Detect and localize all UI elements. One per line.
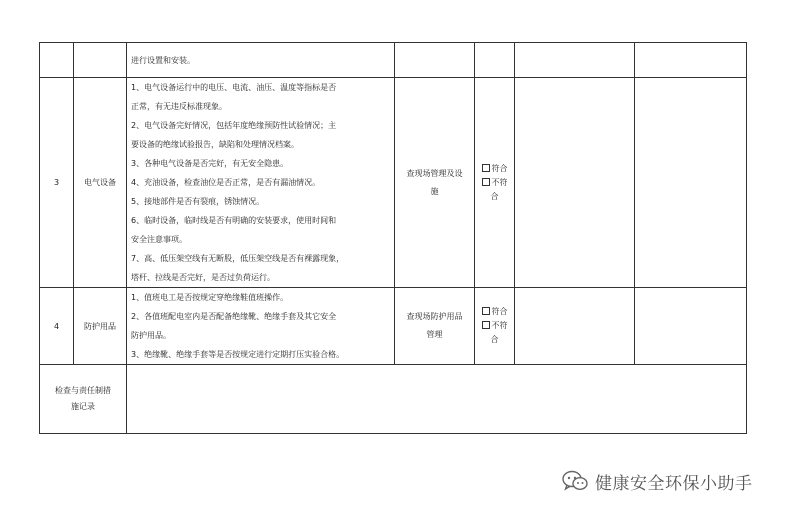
content-line: 3、绝缘靴、绝缘手套等是否按规定进行定期打压实验合格。 xyxy=(131,350,345,359)
basis-line: 施 xyxy=(430,186,439,196)
content-line: 防护用品。 xyxy=(131,331,171,340)
check-result xyxy=(475,288,515,365)
cell-extra-empty xyxy=(515,43,635,78)
check-result xyxy=(475,78,515,288)
content-line: 塔杆、拉线是否完好，是否过负荷运行。 xyxy=(131,273,275,282)
check-basis xyxy=(395,78,475,288)
cell-item-empty xyxy=(74,43,127,78)
content-line: 进行设置和安装。 xyxy=(131,55,195,65)
basis-line: 查现场防护用品 xyxy=(406,312,463,321)
wechat-logo-icon xyxy=(561,469,589,493)
option-label: 符合 xyxy=(491,307,508,316)
cell-extra-empty xyxy=(515,78,635,288)
cell-num-empty xyxy=(40,43,74,78)
content-line: 2、各值班配电室内是否配备绝缘靴、绝缘手套及其它安全 xyxy=(131,312,337,321)
checkbox-icon[interactable] xyxy=(482,321,490,329)
cell-remark-empty xyxy=(635,78,747,288)
table-row-continued xyxy=(40,43,747,78)
option-noncomply[interactable] xyxy=(475,319,514,333)
checkbox-icon[interactable] xyxy=(482,307,490,315)
content-line: 2、电气设备完好情况，包括年度绝缘预防性试验情况；主 xyxy=(131,121,337,130)
cell-content xyxy=(127,78,395,288)
content-line: 正常，有无违反标准现象。 xyxy=(131,102,227,111)
checkbox-icon[interactable] xyxy=(482,178,490,186)
option-label: 符合 xyxy=(491,163,508,173)
cell-result-empty xyxy=(475,43,515,78)
option-label: 不符 xyxy=(491,177,508,187)
inspection-table xyxy=(39,42,747,434)
content-line: 3、各种电气设备是否完好，有无安全隐患。 xyxy=(131,159,289,168)
content-line: 4、充油设备，检查油位是否正常，是否有漏油情况。 xyxy=(131,178,321,187)
basis-line: 查现场管理及设 xyxy=(406,168,463,178)
content-line: 1、电气设备运行中的电压、电流、油压、温度等指标是否 xyxy=(131,83,337,92)
basis-line: 管理 xyxy=(426,330,443,339)
content-line: 5、接地部件是否有裂痕，锈蚀情况。 xyxy=(131,197,265,206)
content-line: 安全注意事项。 xyxy=(131,235,187,244)
cell-remark-empty xyxy=(635,288,747,365)
option-noncomply[interactable] xyxy=(475,176,514,190)
content-line: 要设备的绝缘试验报告，缺陷和处理情况档案。 xyxy=(131,140,299,149)
table-row-record xyxy=(40,365,747,434)
record-area[interactable] xyxy=(127,365,747,434)
cell-content xyxy=(127,43,395,78)
watermark-text: 健康安全环保小助手 xyxy=(595,473,753,494)
cell-remark-empty xyxy=(635,43,747,78)
checkbox-icon[interactable] xyxy=(482,164,490,172)
check-basis xyxy=(395,288,475,365)
content-line: 1、值班电工是否按规定穿绝缘鞋值班操作。 xyxy=(131,293,289,302)
label-line: 施记录 xyxy=(71,402,95,411)
option-label: 不符 xyxy=(491,321,508,330)
cell-extra-empty xyxy=(515,288,635,365)
option-comply[interactable] xyxy=(475,162,514,176)
row-number: 3 xyxy=(40,78,74,288)
content-line: 6、临时设备，临时线是否有明确的安装要求，使用时间和 xyxy=(131,216,337,225)
option-comply[interactable] xyxy=(475,305,514,319)
row-number: 4 xyxy=(40,288,74,365)
table-row-protective xyxy=(40,288,747,365)
content-line: 7、高、低压架空线有无断股，低压架空线是否有裸露现象， xyxy=(131,254,345,263)
table-row-electrical xyxy=(40,78,747,288)
option-label-wrap: 合 xyxy=(490,191,499,201)
watermark xyxy=(561,468,753,494)
cell-basis-empty xyxy=(395,43,475,78)
item-name: 防护用品 xyxy=(74,288,127,365)
option-label-wrap: 合 xyxy=(490,335,499,344)
record-label xyxy=(40,365,127,434)
cell-content xyxy=(127,288,395,365)
label-line: 检查与责任制措 xyxy=(55,386,111,395)
item-name: 电气设备 xyxy=(74,78,127,288)
